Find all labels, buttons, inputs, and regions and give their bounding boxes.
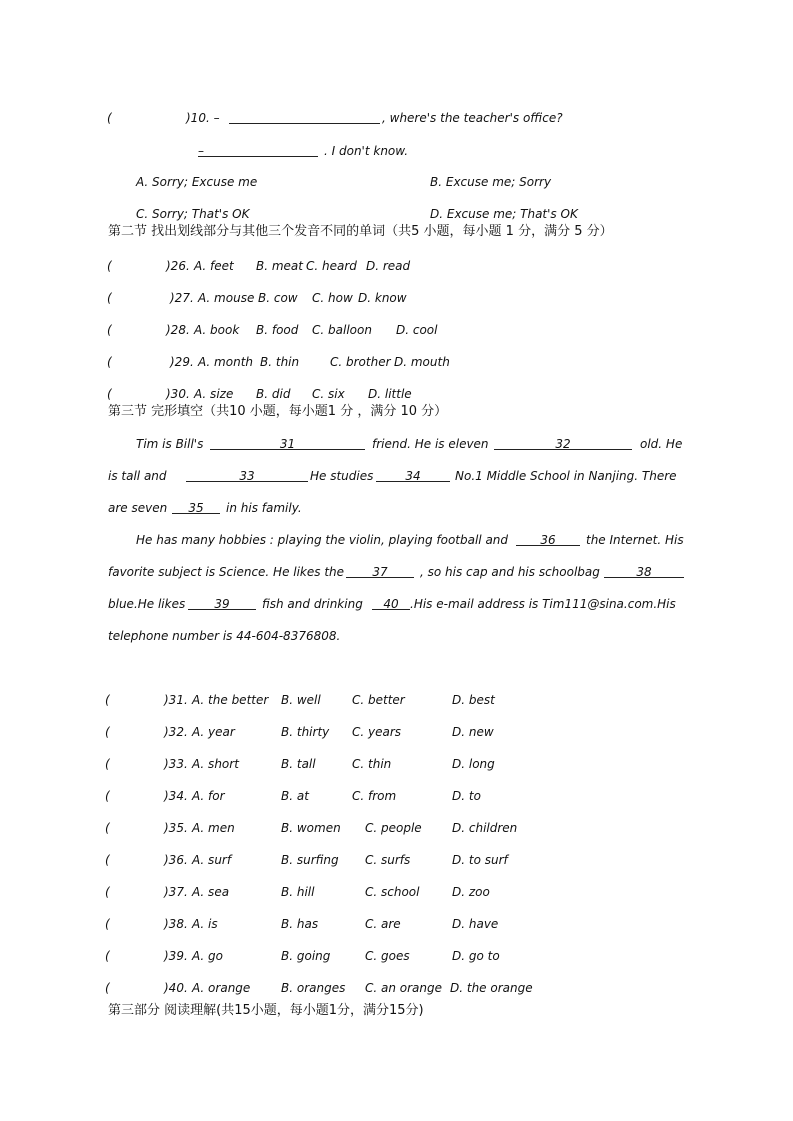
option-d: D. Excuse me; That's OK bbox=[430, 207, 578, 221]
paren-open: ( bbox=[107, 259, 112, 273]
paren-open: ( bbox=[105, 821, 110, 835]
option-c[interactable]: C. thin bbox=[352, 757, 392, 771]
option-d[interactable]: D. long bbox=[452, 757, 495, 771]
option-c[interactable]: C. from bbox=[352, 789, 397, 803]
option-b[interactable]: B. thin bbox=[260, 355, 300, 369]
passage-line: telephone number is 44-604-8376808. bbox=[108, 629, 341, 643]
option-a[interactable]: A. short bbox=[192, 757, 239, 771]
blank-36[interactable]: 36 bbox=[516, 532, 580, 546]
option-a[interactable]: A. year bbox=[192, 725, 235, 739]
option-a[interactable]: A. men bbox=[192, 821, 235, 835]
option-a[interactable]: A. orange bbox=[192, 981, 251, 995]
answer-blank[interactable] bbox=[198, 143, 318, 157]
question-number: )31. bbox=[164, 693, 188, 707]
question-number: )29. bbox=[170, 355, 194, 369]
passage-text: .His e-mail address is Tim111@sina.com.His bbox=[410, 597, 676, 611]
option-a[interactable]: A. feet bbox=[194, 259, 234, 273]
option-b[interactable]: B. going bbox=[281, 949, 331, 963]
passage-text: No.1 Middle School in Nanjing. There bbox=[455, 469, 677, 483]
option-b[interactable]: B. has bbox=[281, 917, 319, 931]
passage-text: favorite subject is Science. He likes the bbox=[108, 565, 345, 579]
option-a[interactable]: A. mouse bbox=[198, 291, 255, 305]
option-d[interactable]: D. best bbox=[452, 693, 495, 707]
section-heading: 第三节 完形填空（共10 小题，每小题1 分 ，满分 10 分） bbox=[108, 404, 448, 419]
passage-text: fish and drinking bbox=[262, 597, 363, 611]
option-c[interactable]: C. heard bbox=[306, 259, 357, 273]
option-c[interactable]: C. goes bbox=[365, 949, 410, 963]
option-c[interactable]: C. six bbox=[312, 387, 345, 401]
paren-open: ( bbox=[107, 387, 112, 401]
option-b[interactable]: B. surfing bbox=[281, 853, 339, 867]
paren-open: ( bbox=[105, 853, 110, 867]
option-c[interactable]: C. balloon bbox=[312, 323, 372, 337]
passage-text: , so his cap and his schoolbag bbox=[420, 565, 600, 579]
question-number: )27. bbox=[170, 291, 194, 305]
option-b[interactable]: B. cow bbox=[258, 291, 298, 305]
paren-open: ( bbox=[105, 789, 110, 803]
question-number: )32. bbox=[164, 725, 188, 739]
paren-open: ( bbox=[105, 917, 110, 931]
question-number: )35. bbox=[164, 821, 188, 835]
option-a[interactable]: A. go bbox=[192, 949, 224, 963]
blank-40[interactable]: 40 bbox=[372, 596, 410, 610]
option-c[interactable]: C. people bbox=[365, 821, 422, 835]
option-c: C. Sorry; That's OK bbox=[136, 207, 250, 221]
passage-text: the Internet. His bbox=[586, 533, 684, 547]
option-d[interactable]: D. children bbox=[452, 821, 518, 835]
passage-text: in his family. bbox=[226, 501, 302, 515]
option-c[interactable]: C. are bbox=[365, 917, 401, 931]
option-a[interactable]: A. surf bbox=[192, 853, 232, 867]
option-c[interactable]: C. surfs bbox=[365, 853, 411, 867]
option-b[interactable]: B. at bbox=[281, 789, 309, 803]
option-a[interactable]: A. sea bbox=[192, 885, 230, 899]
option-d[interactable]: D. new bbox=[452, 725, 494, 739]
blank-33[interactable]: 33 bbox=[186, 468, 308, 482]
paren-open: ( bbox=[105, 725, 110, 739]
option-c[interactable]: C. an orange bbox=[365, 981, 443, 995]
option-d[interactable]: D. to surf bbox=[452, 853, 508, 867]
paren-open: ( bbox=[105, 981, 110, 995]
blank-35[interactable]: 35 bbox=[172, 500, 220, 514]
option-b[interactable]: B. hill bbox=[281, 885, 315, 899]
option-d[interactable]: D. go to bbox=[452, 949, 500, 963]
option-b: B. Excuse me; Sorry bbox=[430, 175, 552, 189]
passage-text: is tall and bbox=[108, 469, 167, 483]
option-d[interactable]: D. read bbox=[366, 259, 411, 273]
section-heading: 第二节 找出划线部分与其他三个发音不同的单词（共5 小题，每小题 1 分，满分 5 分） bbox=[108, 224, 613, 239]
dash: – bbox=[198, 144, 204, 158]
blank-38[interactable]: 38 bbox=[604, 564, 684, 578]
question-number: )37. bbox=[164, 885, 188, 899]
question-number: )30. bbox=[166, 387, 190, 401]
option-b[interactable]: B. tall bbox=[281, 757, 316, 771]
question-number: )39. bbox=[164, 949, 188, 963]
option-d[interactable]: D. know bbox=[358, 291, 407, 305]
option-a[interactable]: A. is bbox=[192, 917, 218, 931]
option-d[interactable]: D. the orange bbox=[450, 981, 533, 995]
option-c[interactable]: C. how bbox=[312, 291, 353, 305]
section-heading: 第三部分 阅读理解(共15小题，每小题1分，满分15分) bbox=[108, 1003, 424, 1018]
option-b[interactable]: B. did bbox=[256, 387, 291, 401]
blank-32[interactable]: 32 bbox=[494, 436, 632, 450]
passage-text: He has many hobbies : playing the violin, playing football and bbox=[136, 533, 509, 547]
blank-37[interactable]: 37 bbox=[346, 564, 414, 578]
option-b[interactable]: B. women bbox=[281, 821, 341, 835]
option-d[interactable]: D. cool bbox=[396, 323, 438, 337]
question-text: , where's the teacher's office? bbox=[382, 111, 563, 125]
paren-open: ( bbox=[107, 355, 112, 369]
question-number: )40. bbox=[164, 981, 188, 995]
option-b[interactable]: B. food bbox=[256, 323, 299, 337]
paren-open: ( bbox=[105, 885, 110, 899]
option-b[interactable]: B. thirty bbox=[281, 725, 330, 739]
passage-text: He studies bbox=[310, 469, 374, 483]
passage-text: friend. He is eleven bbox=[372, 437, 489, 451]
option-a[interactable]: A. size bbox=[194, 387, 234, 401]
option-b[interactable]: B. well bbox=[281, 693, 321, 707]
question-number: )28. bbox=[166, 323, 190, 337]
question-number: )10. – bbox=[186, 111, 220, 125]
question-text: . I don't know. bbox=[324, 144, 409, 158]
option-d[interactable]: D. mouth bbox=[394, 355, 450, 369]
option-d[interactable]: D. to bbox=[452, 789, 481, 803]
option-c[interactable]: C. school bbox=[365, 885, 420, 899]
paren-open: ( bbox=[105, 757, 110, 771]
paren-open: ( bbox=[105, 693, 110, 707]
blank-31[interactable]: 31 bbox=[210, 436, 365, 450]
answer-blank[interactable] bbox=[229, 110, 380, 124]
option-c[interactable]: C. years bbox=[352, 725, 402, 739]
option-c[interactable]: C. brother bbox=[330, 355, 391, 369]
paren-open: ( bbox=[107, 291, 112, 305]
option-b[interactable]: B. oranges bbox=[281, 981, 346, 995]
passage-text: are seven bbox=[108, 501, 168, 515]
paren-open: ( bbox=[107, 323, 112, 337]
question-number: )26. bbox=[166, 259, 190, 273]
question-number: )38. bbox=[164, 917, 188, 931]
option-a[interactable]: A. the better bbox=[192, 693, 269, 707]
passage-text: Tim is Bill's bbox=[136, 437, 204, 451]
question-number: )36. bbox=[164, 853, 188, 867]
option-b[interactable]: B. meat bbox=[256, 259, 303, 273]
paren-open: ( bbox=[107, 111, 112, 125]
paren-open: ( bbox=[105, 949, 110, 963]
blank-34[interactable]: 34 bbox=[376, 468, 450, 482]
option-a[interactable]: A. book bbox=[194, 323, 240, 337]
passage-text: blue.He likes bbox=[108, 597, 186, 611]
passage-text: old. He bbox=[640, 437, 683, 451]
question-number: )34. bbox=[164, 789, 188, 803]
option-a: A. Sorry; Excuse me bbox=[136, 175, 258, 189]
option-c[interactable]: C. better bbox=[352, 693, 405, 707]
option-a[interactable]: A. for bbox=[192, 789, 225, 803]
blank-39[interactable]: 39 bbox=[188, 596, 256, 610]
option-a[interactable]: A. month bbox=[198, 355, 254, 369]
option-d[interactable]: D. little bbox=[368, 387, 412, 401]
question-number: )33. bbox=[164, 757, 188, 771]
option-d[interactable]: D. zoo bbox=[452, 885, 490, 899]
option-d[interactable]: D. have bbox=[452, 917, 499, 931]
